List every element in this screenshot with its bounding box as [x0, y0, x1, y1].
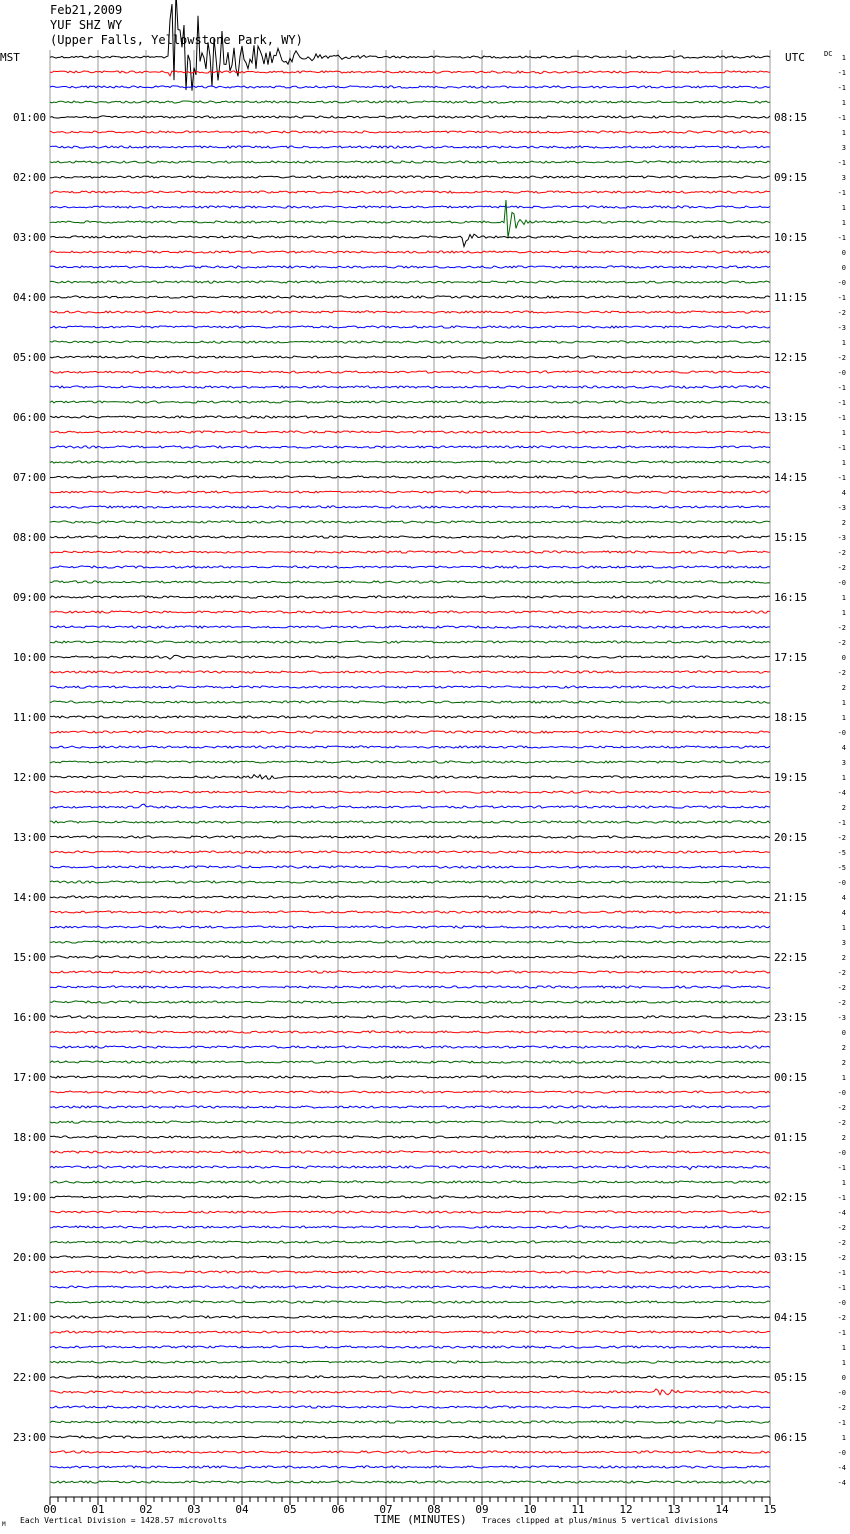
dc-offset-label: 3 — [841, 939, 846, 947]
mst-hour-label: 11:00 — [13, 711, 47, 724]
utc-hour-label: 23:15 — [774, 1011, 808, 1024]
dc-offset-label: -1 — [837, 234, 846, 242]
mst-hour-label: 07:00 — [13, 471, 47, 484]
trace-row — [50, 986, 770, 988]
dc-offset-label: -1 — [837, 114, 846, 122]
trace-row — [50, 86, 770, 88]
trace-row — [50, 416, 770, 418]
trace-row — [50, 746, 770, 748]
mst-hour-label: 06:00 — [13, 411, 47, 424]
utc-hour-label: 01:15 — [774, 1131, 808, 1144]
trace-row — [50, 626, 770, 628]
trace-row — [50, 1046, 770, 1048]
x-axis-title: TIME (MINUTES) — [374, 1513, 467, 1526]
x-tick-label: 00 — [43, 1503, 57, 1516]
dc-offset-label: 1 — [841, 459, 846, 467]
dc-offset-label: -2 — [837, 1104, 846, 1112]
dc-offset-label: 0 — [841, 1374, 846, 1382]
dc-offset-label: -1 — [837, 399, 846, 407]
station-location: (Upper Falls, Yellowstone Park, WY) — [50, 33, 303, 47]
trace-row — [50, 1436, 770, 1438]
trace-row — [50, 1061, 770, 1063]
mst-hour-label: 14:00 — [13, 891, 47, 904]
dc-offset-label: -4 — [837, 1479, 846, 1487]
dc-offset-label: -5 — [837, 849, 846, 857]
dc-offset-label: 1 — [841, 1434, 846, 1442]
mst-hour-label: 09:00 — [13, 591, 47, 604]
dc-offset-label: -0 — [837, 279, 846, 287]
trace-row — [50, 506, 770, 508]
seismic-traces — [50, 0, 770, 1483]
trace-row — [50, 1211, 770, 1213]
trace-row — [50, 371, 770, 373]
dc-offset-label: -2 — [837, 1254, 846, 1262]
trace-row — [50, 1121, 770, 1123]
utc-hour-label: 19:15 — [774, 771, 808, 784]
mst-hour-label: 22:00 — [13, 1371, 47, 1384]
dc-offset-label: 1 — [841, 1344, 846, 1352]
dc-offset-label: -2 — [837, 834, 846, 842]
dc-offset-label: -3 — [837, 324, 846, 332]
trace-row — [50, 401, 770, 403]
trace-row — [50, 326, 770, 328]
trace-row — [50, 521, 770, 523]
utc-hour-label: 21:15 — [774, 891, 808, 904]
trace-row — [50, 1001, 770, 1003]
utc-hour-label: 06:15 — [774, 1431, 808, 1444]
dc-offset-label: 1 — [841, 219, 846, 227]
trace-row — [50, 491, 770, 493]
dc-offset-label: -4 — [837, 1209, 846, 1217]
dc-offset-label: -2 — [837, 309, 846, 317]
dc-offset-label: 1 — [841, 609, 846, 617]
mst-hour-label: 02:00 — [13, 171, 47, 184]
trace-row — [50, 234, 770, 246]
utc-hour-label: 13:15 — [774, 411, 808, 424]
trace-row — [50, 1316, 770, 1318]
x-tick-label: 07 — [379, 1503, 393, 1516]
mst-hour-labels — [13, 111, 46, 1444]
trace-row — [50, 836, 770, 838]
dc-offset-label: 1 — [841, 594, 846, 602]
dc-offset-label: 1 — [841, 1074, 846, 1082]
utc-hour-label: 16:15 — [774, 591, 808, 604]
dc-offset-label: 2 — [841, 684, 846, 692]
trace-row — [50, 804, 770, 808]
trace-row — [50, 731, 770, 733]
utc-axis-label: UTC — [785, 51, 805, 64]
dc-offset-label: -0 — [837, 729, 846, 737]
dc-offset-label: -1 — [837, 1194, 846, 1202]
dc-offset-label: -1 — [837, 819, 846, 827]
mst-hour-label: 19:00 — [13, 1191, 47, 1204]
trace-row — [50, 206, 770, 208]
trace-row — [50, 1346, 770, 1348]
dc-offset-label: -0 — [837, 1389, 846, 1397]
dc-offset-label: 1 — [841, 129, 846, 137]
dc-offset-label: -1 — [837, 189, 846, 197]
trace-row — [50, 101, 770, 103]
trace-row — [50, 1331, 770, 1333]
trace-row — [50, 266, 770, 268]
mst-hour-label: 05:00 — [13, 351, 47, 364]
dc-offset-label: -1 — [837, 1164, 846, 1172]
trace-row — [50, 1226, 770, 1228]
mst-hour-label: 08:00 — [13, 531, 47, 544]
trace-row — [50, 791, 770, 793]
trace-row — [50, 1016, 770, 1018]
dc-offset-label: 2 — [841, 1059, 846, 1067]
trace-row — [50, 476, 770, 478]
trace-row — [50, 851, 770, 853]
dc-offset-label: -3 — [837, 1014, 846, 1022]
dc-offset-label: 1 — [841, 429, 846, 437]
clip-note: Traces clipped at plus/minus 5 vertical divisions — [482, 1516, 719, 1525]
dc-column-label: DC — [824, 50, 833, 58]
dc-offset-label: 2 — [841, 519, 846, 527]
trace-row — [50, 161, 770, 163]
trace-row — [50, 1451, 770, 1453]
trace-row — [50, 431, 770, 433]
mst-hour-label: 15:00 — [13, 951, 47, 964]
trace-row — [50, 281, 770, 283]
trace-row — [50, 71, 770, 76]
trace-row — [50, 1481, 770, 1483]
utc-hour-label: 09:15 — [774, 171, 808, 184]
dc-offset-label: -2 — [837, 1224, 846, 1232]
dc-offset-label: -4 — [837, 789, 846, 797]
station-code: YUF SHZ WY — [50, 18, 123, 32]
mst-hour-label: 12:00 — [13, 771, 47, 784]
trace-row — [50, 866, 770, 868]
x-tick-label: 13 — [667, 1503, 681, 1516]
dc-offset-label: -3 — [837, 534, 846, 542]
dc-offset-label: 1 — [841, 54, 846, 62]
mst-hour-label: 04:00 — [13, 291, 47, 304]
mst-axis-label: MST — [0, 51, 20, 64]
mst-hour-label: 03:00 — [13, 231, 47, 244]
dc-offset-label: -0 — [837, 1299, 846, 1307]
trace-row — [50, 1406, 770, 1408]
trace-row — [50, 1271, 770, 1273]
dc-offset-label: 4 — [841, 744, 846, 752]
corner-mark: M — [2, 1521, 6, 1528]
dc-offset-label: -4 — [837, 1464, 846, 1472]
x-tick-label: 03 — [187, 1503, 201, 1516]
trace-row — [50, 1466, 770, 1468]
dc-offset-label: 2 — [841, 1134, 846, 1142]
trace-row — [50, 1106, 770, 1108]
trace-row — [50, 1031, 770, 1033]
trace-row — [50, 116, 770, 118]
trace-row — [50, 341, 770, 343]
dc-offset-label: 0 — [841, 249, 846, 257]
trace-row — [50, 536, 770, 538]
dc-offset-label: 1 — [841, 924, 846, 932]
dc-offset-label: 0 — [841, 1029, 846, 1037]
trace-row — [50, 896, 770, 898]
trace-row — [50, 0, 770, 91]
utc-hour-label: 00:15 — [774, 1071, 808, 1084]
trace-row — [50, 461, 770, 463]
mst-hour-label: 10:00 — [13, 651, 47, 664]
dc-offset-label: 1 — [841, 699, 846, 707]
dc-offset-label: -2 — [837, 624, 846, 632]
dc-offset-label: 0 — [841, 654, 846, 662]
trace-row — [50, 131, 770, 133]
trace-row — [50, 926, 770, 928]
seismogram-date: Feb21,2009 — [50, 3, 123, 17]
utc-hour-label: 20:15 — [774, 831, 808, 844]
trace-row — [50, 566, 770, 568]
trace-row — [50, 641, 770, 643]
dc-offset-label: 1 — [841, 1179, 846, 1187]
trace-row — [50, 296, 770, 298]
trace-row — [50, 1301, 770, 1303]
trace-row — [50, 611, 770, 613]
dc-offset-label: -0 — [837, 1449, 846, 1457]
x-tick-label: 01 — [91, 1503, 105, 1516]
trace-row — [50, 1151, 770, 1153]
dc-offset-label: -1 — [837, 384, 846, 392]
utc-hour-label: 03:15 — [774, 1251, 808, 1264]
mst-hour-label: 20:00 — [13, 1251, 47, 1264]
dc-offset-label: -0 — [837, 1089, 846, 1097]
trace-row — [50, 1361, 770, 1363]
trace-row — [50, 716, 770, 718]
utc-hour-label: 05:15 — [774, 1371, 808, 1384]
trace-row — [50, 941, 770, 943]
utc-hour-label: 17:15 — [774, 651, 808, 664]
trace-row — [50, 1256, 770, 1258]
trace-row — [50, 596, 770, 598]
mst-hour-label: 18:00 — [13, 1131, 47, 1144]
x-tick-label: 02 — [139, 1503, 153, 1516]
trace-row — [50, 775, 770, 780]
dc-offset-label: 1 — [841, 1359, 846, 1367]
dc-offset-label: 4 — [841, 489, 846, 497]
utc-hour-label: 14:15 — [774, 471, 808, 484]
trace-row — [50, 1136, 770, 1138]
dc-offset-label: 1 — [841, 339, 846, 347]
dc-offset-label: 3 — [841, 174, 846, 182]
vertical-scale-note: Each Vertical Division = 1428.57 microvolts — [20, 1516, 228, 1525]
dc-offset-label: 2 — [841, 954, 846, 962]
dc-offset-label: 1 — [841, 714, 846, 722]
dc-offset-label: -1 — [837, 414, 846, 422]
trace-row — [50, 701, 770, 703]
x-tick-label: 12 — [619, 1503, 633, 1516]
utc-hour-label: 22:15 — [774, 951, 808, 964]
utc-hour-labels — [774, 111, 807, 1444]
utc-hour-label: 11:15 — [774, 291, 808, 304]
dc-offset-label: -1 — [837, 159, 846, 167]
trace-row — [50, 1241, 770, 1243]
dc-offset-label: -1 — [837, 1419, 846, 1427]
trace-row — [50, 1286, 770, 1288]
trace-row — [50, 176, 770, 178]
trace-row — [50, 200, 770, 238]
dc-offset-label: -3 — [837, 504, 846, 512]
trace-row — [50, 251, 770, 253]
dc-offset-label: 1 — [841, 774, 846, 782]
dc-offset-label: -1 — [837, 69, 846, 77]
dc-offset-label: 1 — [841, 204, 846, 212]
utc-hour-label: 10:15 — [774, 231, 808, 244]
x-tick-label: 14 — [715, 1503, 729, 1516]
trace-row — [50, 446, 770, 448]
dc-offset-label: -0 — [837, 879, 846, 887]
dc-offset-label: -1 — [837, 1284, 846, 1292]
dc-offset-label: -2 — [837, 1119, 846, 1127]
trace-row — [50, 671, 770, 673]
trace-row — [50, 581, 770, 583]
utc-hour-label: 12:15 — [774, 351, 808, 364]
trace-row — [50, 386, 770, 388]
mst-hour-label: 16:00 — [13, 1011, 47, 1024]
trace-row — [50, 146, 770, 148]
trace-row — [50, 1166, 770, 1170]
dc-offset-label: -1 — [837, 1269, 846, 1277]
trace-row — [50, 821, 770, 823]
dc-offset-label: 1 — [841, 99, 846, 107]
trace-row — [50, 1389, 770, 1395]
dc-offset-label: -1 — [837, 1329, 846, 1337]
mst-hour-label: 01:00 — [13, 111, 47, 124]
utc-hour-label: 15:15 — [774, 531, 808, 544]
dc-offset-label: -5 — [837, 864, 846, 872]
dc-offset-label: 0 — [841, 264, 846, 272]
trace-row — [50, 1421, 770, 1423]
dc-offset-label: -1 — [837, 444, 846, 452]
dc-offset-label: -0 — [837, 369, 846, 377]
trace-row — [50, 356, 770, 358]
trace-row — [50, 1076, 770, 1078]
mst-hour-label: 23:00 — [13, 1431, 47, 1444]
dc-offset-labels — [838, 54, 846, 1487]
dc-offset-label: -2 — [837, 1404, 846, 1412]
dc-offset-label: 2 — [841, 804, 846, 812]
dc-offset-label: 3 — [841, 144, 846, 152]
utc-hour-label: 18:15 — [774, 711, 808, 724]
x-tick-label: 06 — [331, 1503, 345, 1516]
trace-row — [50, 655, 770, 659]
x-tick-label: 05 — [283, 1503, 297, 1516]
dc-offset-label: 2 — [841, 1044, 846, 1052]
dc-offset-label: -2 — [837, 669, 846, 677]
dc-offset-label: -2 — [837, 1239, 846, 1247]
trace-row — [50, 911, 770, 913]
dc-offset-label: 3 — [841, 759, 846, 767]
trace-row — [50, 1376, 770, 1378]
trace-row — [50, 1181, 770, 1183]
dc-offset-label: -2 — [837, 984, 846, 992]
trace-row — [50, 881, 770, 883]
trace-row — [50, 971, 770, 973]
dc-offset-label: -2 — [837, 969, 846, 977]
dc-offset-label: -1 — [837, 474, 846, 482]
dc-offset-label: -2 — [837, 1314, 846, 1322]
trace-row — [50, 1091, 770, 1093]
dc-offset-label: -1 — [837, 84, 846, 92]
dc-offset-label: 4 — [841, 909, 846, 917]
x-tick-label: 10 — [523, 1503, 537, 1516]
dc-offset-label: -2 — [837, 549, 846, 557]
x-tick-label: 15 — [763, 1503, 777, 1516]
trace-row — [50, 761, 770, 763]
x-tick-label: 09 — [475, 1503, 489, 1516]
trace-row — [50, 1196, 770, 1198]
dc-offset-label: -0 — [837, 579, 846, 587]
utc-hour-label: 08:15 — [774, 111, 808, 124]
utc-hour-label: 04:15 — [774, 1311, 808, 1324]
mst-hour-label: 17:00 — [13, 1071, 47, 1084]
trace-row — [50, 551, 770, 553]
dc-offset-label: -1 — [837, 294, 846, 302]
utc-hour-label: 02:15 — [774, 1191, 808, 1204]
x-tick-label: 04 — [235, 1503, 249, 1516]
trace-row — [50, 956, 770, 958]
dc-offset-label: -2 — [837, 639, 846, 647]
trace-row — [50, 311, 770, 313]
trace-row — [50, 686, 770, 688]
mst-hour-label: 21:00 — [13, 1311, 47, 1324]
mst-hour-label: 13:00 — [13, 831, 47, 844]
x-tick-label: 11 — [571, 1503, 585, 1516]
dc-offset-label: -0 — [837, 1149, 846, 1157]
dc-offset-label: -2 — [837, 564, 846, 572]
dc-offset-label: -2 — [837, 354, 846, 362]
x-tick-label: 08 — [427, 1503, 441, 1516]
dc-offset-label: -2 — [837, 999, 846, 1007]
trace-row — [50, 191, 770, 193]
dc-offset-label: 4 — [841, 894, 846, 902]
